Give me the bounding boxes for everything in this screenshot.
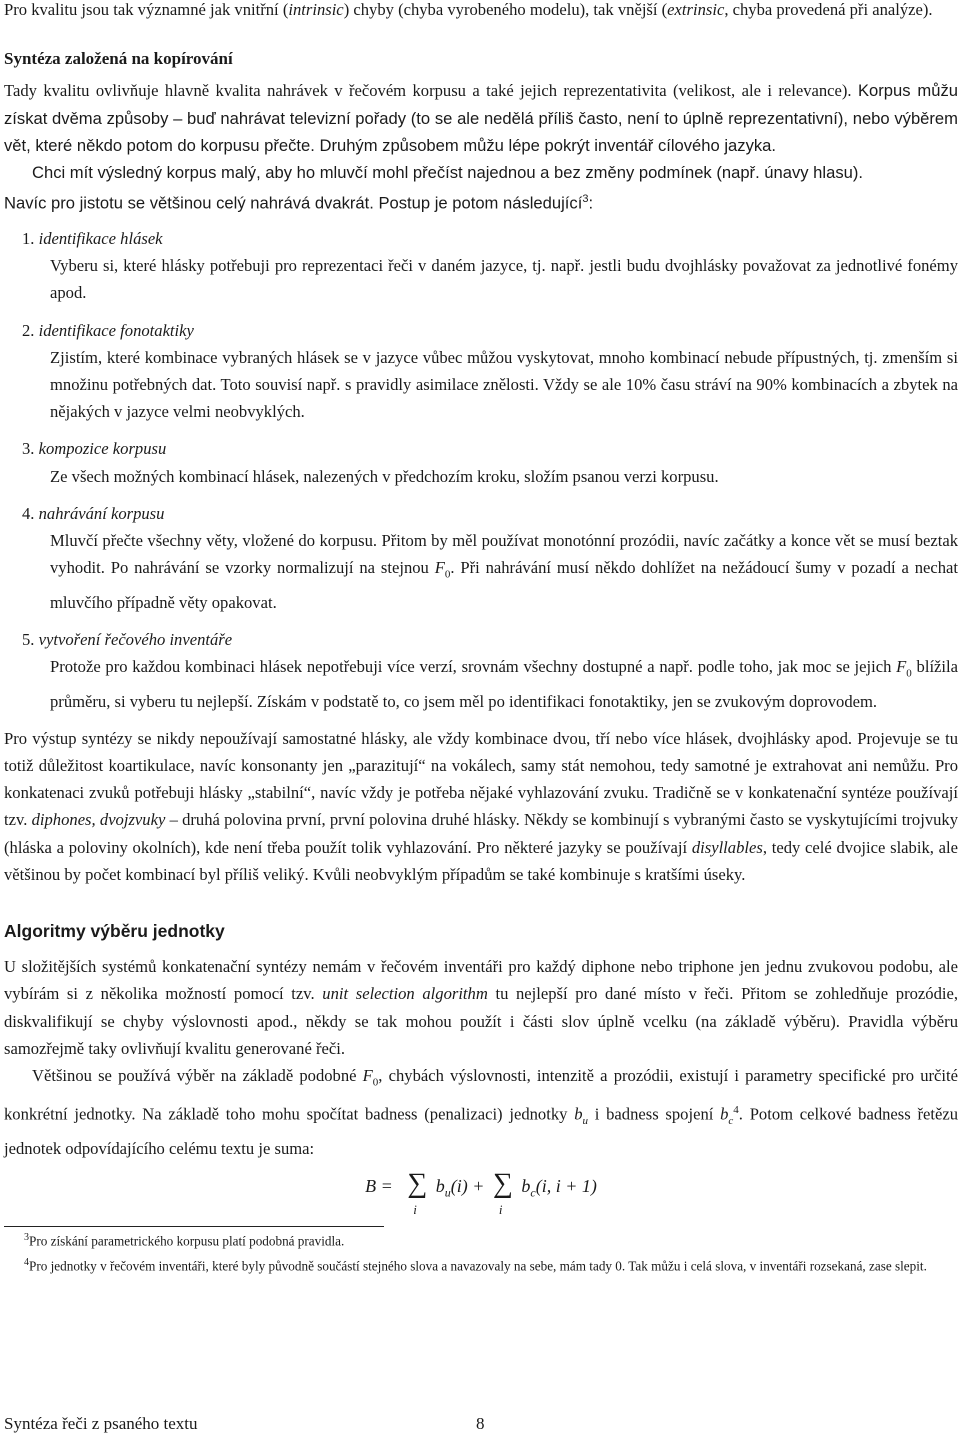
disyllables-term: disyllables xyxy=(691,837,763,857)
step-title: identifikace fonotaktiky xyxy=(38,320,194,340)
diphones-term: diphones, dvojzvuky xyxy=(31,810,166,830)
unit-selection-term: unit selection algorithm xyxy=(322,984,488,1004)
paragraph-diphones: Pro výstup syntézy se nikdy nepoužívají samostatné hlásky, ale vždy kombinace dvou, tří nebo více hlásek, dvojhlásky apod. Projevuje se tu totiž důležitost koartikulace, navíc konsonanty jen „parazitují“ na vokálech, samy stát nemohou, tedy samotné je extrahovat ani nemůžu. Pro konkatenaci zvuků potřebuji hlásky „stabilní“, navíc vždy je potřeba nějaké vyhlazování zvuku. Tradičně se v konkatenační syntéze používají tzv. diphones, dvojzvuky – druhá polovina první, první polovina druhé hlásky. Někdy se kombinují s vybranými často se vyskytujícími trojvuky (hláska a poloviny okolních), kde není třeba použít tolik vyhlazování. Pro některé jazyky se používají disyllables, tedy celé dvojice slabik, ale většinou by počet kombinací byl příliš veliký. Kvůli neobvyklým případům se také kombinuje s kratšími úseky. xyxy=(4,728,959,884)
footnote-ref-3: 3 xyxy=(582,193,589,206)
step-item: 5. vytvoření řečového inventáře Protože pro každou kombinaci hlásek nepotřebuji více verzí, srovnám všechny dostupné a např. podle toho, jak moc se jejich $F_0$ blížila průměru, si vyberu tu nejlepší. Získám v podstatě to, co jsem měl po identifikaci fonotaktiky, jen se zvukovým doprovodem. xyxy=(4,626,958,715)
footnote-3: $^3$Pro získání parametrického korpusu platí podobná pravidla. xyxy=(24,1231,345,1249)
footnotes xyxy=(4,1227,958,1278)
step-item: 3. kompozice korpusu Ze všech možných kombinací hlásek, nalezených v předchozím kroku, složím psanou verzi korpusu. xyxy=(4,435,958,489)
step-title: nahrávání korpusu xyxy=(38,503,165,523)
page-footer xyxy=(4,1410,958,1437)
extrinsic-term: extrinsic xyxy=(667,0,725,19)
step-title: kompozice korpusu xyxy=(38,439,167,459)
paragraph-badness: Většinou se používá výběr na základě podobné $F_0$, chybách výslovnosti, intenzitě a prozódii, existují i parametry specifické pro určité konkrétní jednotky. Na základě toho mohu spočítat badness (penalizaci) jednotky $b_u$ i badness spojení $b_c^4$. Potom celkové badness řetězu jednotek odpovídajícího celému textu je suma: xyxy=(4,1066,958,1158)
document-page xyxy=(4,0,958,1278)
section-heading-copy-synthesis: Syntéza založená na kopírování xyxy=(4,49,233,69)
intrinsic-term: intrinsic xyxy=(288,0,344,19)
step-item: 1. identifikace hlásek Vyberu si, které hlásky potřebuji pro reprezentaci řeči v daném jazyce, tj. např. jestli budu dvojhlásky považovat za jednotlivé fonémy apod. xyxy=(4,225,958,307)
footer-title: Syntéza řeči z psaného textu xyxy=(4,1414,198,1433)
page-number: 8 xyxy=(476,1414,485,1433)
paragraph-corpus-quality: Tady kvalitu ovlivňuje hlavně kvalita nahrávek v řečovém korpusu a také jejich reprezentativita (velikost, ale i relevance). Korpus můžu získat dvěma způsoby – buď nahrávat televizní pořady (to se ale nedělá příliš často, není to úplně reprezentativní), nebo výběrem vět, které někdo potom do korpusu přečte. Druhým způsobem můžu lépe pokrýt inventář cílového jazyka. xyxy=(4,81,958,155)
step-title: identifikace hlásek xyxy=(38,228,163,248)
footnote-4: $^4$Pro jednotky v řečovém inventáři, které byly původně součástí stejného slova a navazovaly na sebe, mám tady 0. Tak můžu i celá slova, v inventáři rozsekaná, zase slepit. xyxy=(24,1257,927,1274)
step-text: Mluvčí přečte všechny věty, vložené do korpusu. Přitom by měl používat monotónní prozódii, navíc začátky a konce vět se musí beztak vyhodit. Po nahrávání se vzorky normalizují na stejnou $F_0$. Při nahrávání musí někdo dohlížet na nežádoucí šumy v pozadí a nechat mluvčího případně věty opakovat. xyxy=(50,530,958,612)
step-text: Zjistím, které kombinace vybraných hlásek se v jazyce vůbec můžou vyskytovat, mnoho kombinací nebude přípustných, tj. zmenším si množinu potřebných dat. Toto souvisí např. s pravidly asimilace znělosti. Vždy se ale 10% času stráví na 90% kombinacích a zbytek na nějakých v jazyce velmi neobvyklých. xyxy=(50,347,958,422)
paragraph-corpus-size: Chci mít výsledný korpus malý, aby ho mluvčí mohl přečíst najednou a bez změny podmínek (např. únavy hlasu). xyxy=(32,163,863,183)
badness-equation: B = ∑ i $b_u(i)$ + ∑ i $b_c(i$, i + 1) xyxy=(365,1167,597,1217)
paragraph-unit-selection: U složitějších systémů konkatenační syntézy nemám v řečovém inventáři pro každý diphone nebo triphone jen jednu zvukovou podobu, ale vybírám si z několika možností pomocí tzv. unit selection algorithm tu nejlepší pro dané místo v řeči. Přitom se zohledňuje prozódie, diskvalifikují se chyby výslovnosti apod., někdy se tak mohou použít i části slov úplně vcelku (na základě výběru). Pravidla výběru samozřejmě taky ovlivňují kvalitu generované řeči. xyxy=(4,957,958,1058)
step-text: Ze všech možných kombinací hlásek, nalezených v předchozím kroku, složím psanou verzi korpusu. xyxy=(50,466,719,486)
section-heading-unit-selection: Algoritmy výběru jednotky xyxy=(4,921,225,942)
step-text: Vyberu si, které hlásky potřebuji pro reprezentaci řeči v daném jazyce, tj. např. jestli budu dvojhlásky považovat za jednotlivé fonémy apod. xyxy=(50,256,958,303)
step-item: 4. nahrávání korpusu Mluvčí přečte všechny věty, vložené do korpusu. Přitom by měl používat monotónní prozódii, navíc začátky a konce vět se musí beztak vyhodit. Po nahrávání se vzorky normalizují na stejnou $F_0$. Při nahrávání musí někdo dohlížet na nežádoucí šumy v pozadí a nechat mluvčího případně věty opakovat. xyxy=(4,500,958,616)
step-item: 2. identifikace fonotaktiky Zjistím, které kombinace vybraných hlásek se v jazyce vůbec můžou vyskytovat, mnoho kombinací nebude přípustných, tj. zmenším si množinu potřebných dat. Toto souvisí např. s pravidly asimilace znělosti. Vždy se ale 10% času stráví na 90% kombinacích a zbytek na nějakých v jazyce velmi neobvyklých. xyxy=(4,317,958,426)
paragraph-procedure-intro: Navíc pro jistotu se většinou celý nahrává dvakrát. Postup je potom následující$^3$: xyxy=(4,193,594,213)
footnote-ref-4: 4 xyxy=(733,1103,739,1116)
step-text: Protože pro každou kombinaci hlásek nepotřebuji více verzí, srovnám všechny dostupné a např. podle toho, jak moc se jejich $F_0$ blížila průměru, si vyberu tu nejlepší. Získám v podstatě to, co jsem měl po identifikaci fonotaktiky, jen se zvukovým doprovodem. xyxy=(50,657,959,711)
procedure-steps xyxy=(4,225,958,715)
step-title: vytvoření řečového inventáře xyxy=(38,629,233,649)
intro-paragraph: Pro kvalitu jsou tak významné jak vnitřní (intrinsic) chyby (chyba vyrobeného modelu), tak vnější (extrinsic, chyba provedená při analýze). xyxy=(4,0,933,19)
